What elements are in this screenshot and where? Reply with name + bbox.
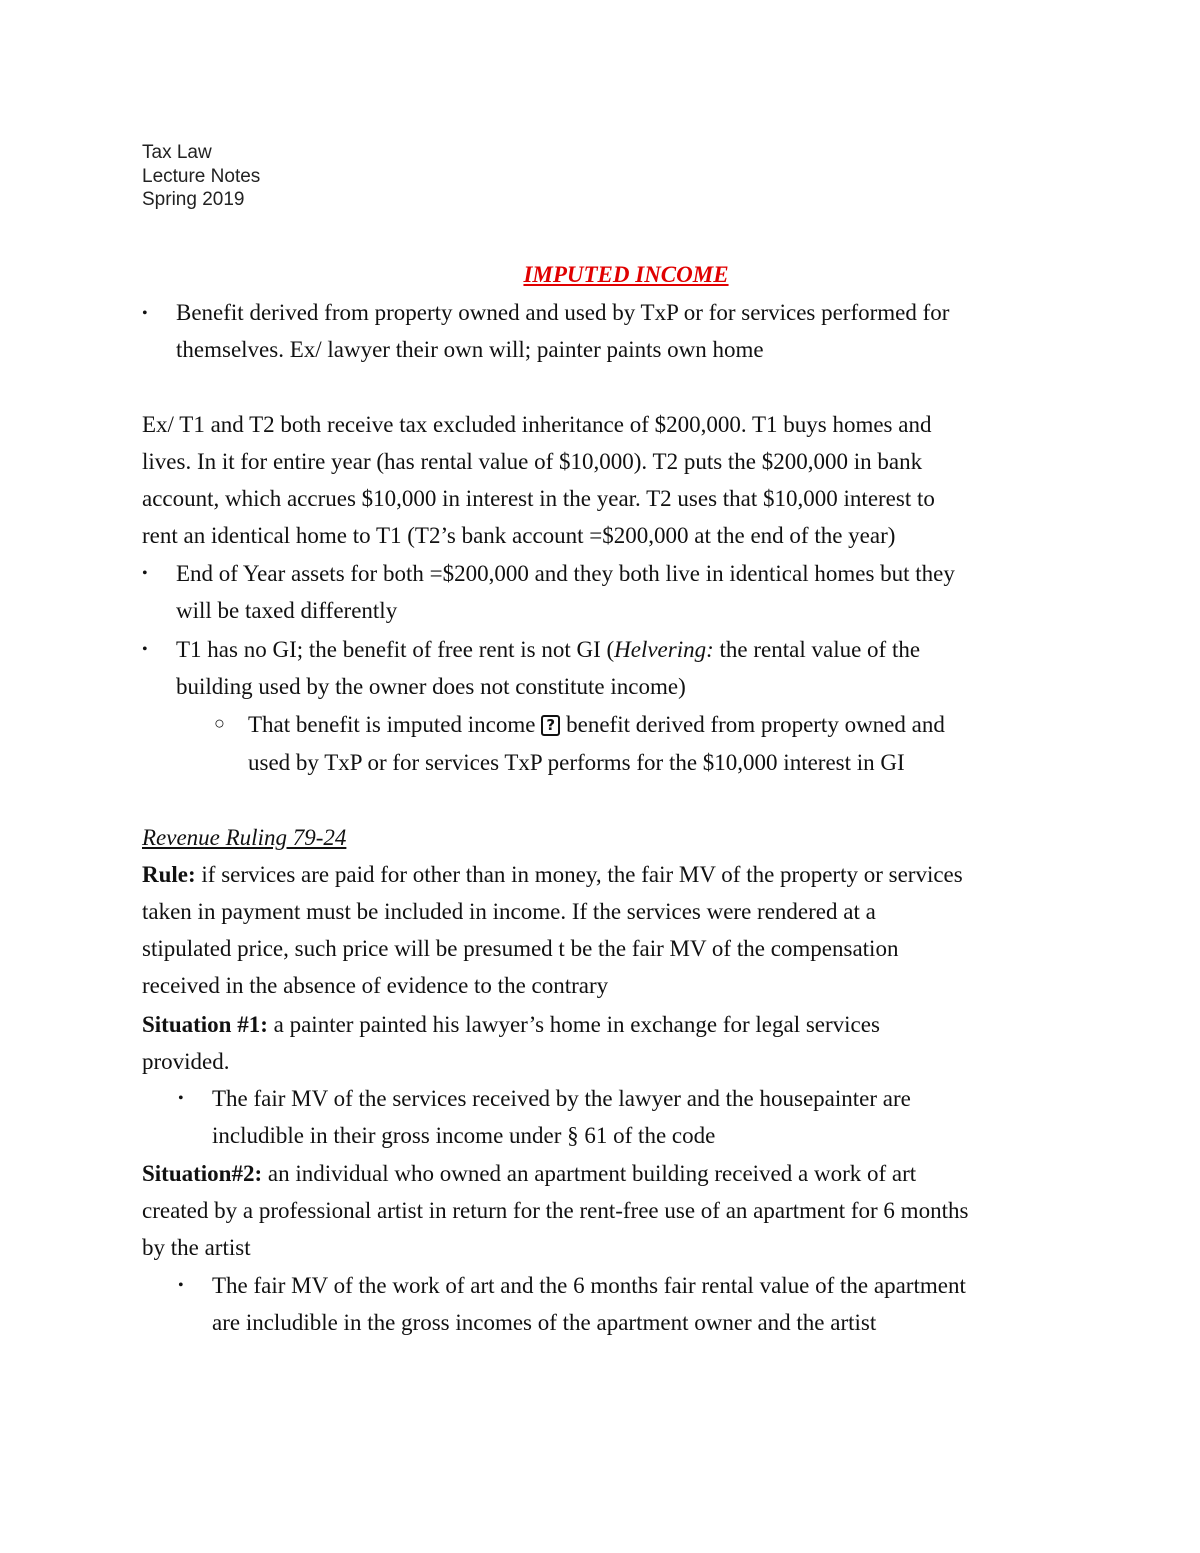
situation-2-label: Situation#2: — [142, 1161, 263, 1186]
ruling-heading: Revenue Ruling 79-24 — [142, 825, 347, 850]
bullet-text: End of Year assets for both =$200,000 and they both live in identical homes but they — [176, 561, 955, 586]
example-text: Ex/ T1 and T2 both receive tax excluded inheritance of $200,000. T1 buys homes and — [142, 412, 932, 437]
situation-1-label: Situation #1: — [142, 1012, 268, 1037]
bullet-icon: • — [178, 1090, 184, 1107]
rule-text: stipulated price, such price will be presumed t be the fair MV of the compensation — [142, 936, 899, 961]
example-text: rent an identical home to T1 (T2’s bank account =$200,000 at the end of the year) — [142, 523, 896, 548]
bullet-text: The fair MV of the services received by the lawyer and the housepainter are — [212, 1086, 911, 1111]
bullet-text: will be taxed differently — [176, 598, 398, 623]
missing-glyph-icon: ? — [541, 715, 560, 736]
case-name: Helvering: — [614, 637, 714, 662]
rule-text: Rule: if services are paid for other than in money, the fair MV of the property or services — [142, 862, 963, 887]
rule-text: taken in payment must be included in income. If the services were rendered at a — [142, 899, 876, 924]
bullet-text: are includible in the gross incomes of the apartment owner and the artist — [212, 1310, 877, 1335]
situation-1-text: provided. — [142, 1049, 230, 1074]
bullet-icon: • — [142, 305, 148, 322]
term: Spring 2019 — [142, 189, 245, 210]
bullet-text: The fair MV of the work of art and the 6 months fair rental value of the apartment — [212, 1273, 966, 1298]
document-type: Lecture Notes — [142, 165, 261, 187]
course-name: Tax Law — [142, 142, 212, 163]
bullet-icon: • — [142, 641, 148, 658]
situation-2-text: Situation#2: an individual who owned an apartment building received a work of art — [142, 1161, 917, 1186]
situation-2-text: created by a professional artist in return for the rent-free use of an apartment for 6 months — [142, 1198, 969, 1223]
situation-2-text: by the artist — [142, 1235, 251, 1260]
circle-bullet-icon: ○ — [214, 713, 225, 733]
section-title-imputed-income: IMPUTED INCOME — [523, 262, 729, 287]
bullet-text: themselves. Ex/ lawyer their own will; painter paints own home — [176, 337, 764, 362]
bullet-text: Benefit derived from property owned and used by TxP or for services performed for — [176, 300, 950, 325]
bullet-icon: • — [178, 1277, 184, 1294]
rule-label: Rule: — [142, 862, 196, 887]
example-text: account, which accrues $10,000 in interest in the year. T2 uses that $10,000 interest to — [142, 486, 935, 511]
sub-bullet-text: used by TxP or for services TxP performs for the $10,000 interest in GI — [248, 750, 905, 775]
bullet-icon: • — [142, 565, 148, 582]
situation-1-text: Situation #1: a painter painted his lawyer’s home in exchange for legal services — [142, 1012, 880, 1037]
bullet-text: includible in their gross income under § 61 of the code — [212, 1123, 716, 1148]
example-text: lives. In it for entire year (has rental value of $10,000). T2 puts the $200,000 in bank — [142, 449, 923, 474]
sub-bullet-text: That benefit is imputed income ? benefit derived from property owned and — [248, 712, 945, 737]
rule-text: received in the absence of evidence to the contrary — [142, 973, 609, 998]
bullet-text: building used by the owner does not constitute income) — [176, 674, 686, 699]
bullet-text: T1 has no GI; the benefit of free rent is not GI (Helvering: the rental value of the — [176, 637, 921, 662]
document-header — [142, 141, 260, 212]
